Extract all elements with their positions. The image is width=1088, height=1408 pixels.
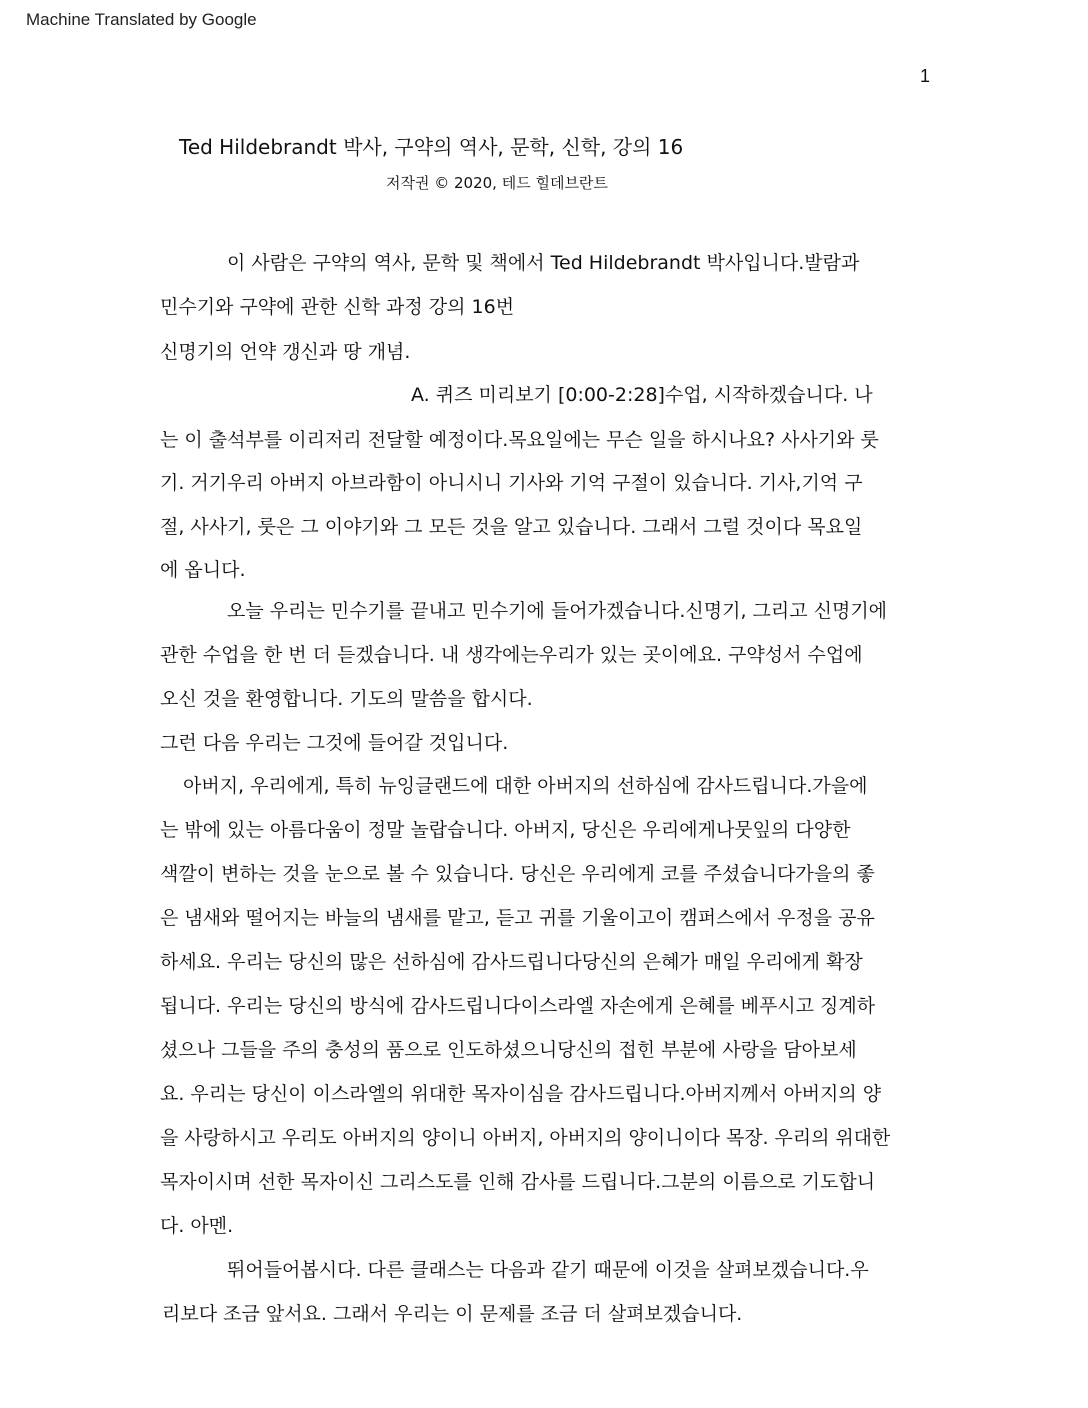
body-line: 오신 것을 환영합니다. 기도의 말씀을 합시다. xyxy=(160,688,533,710)
body-line: 은 냄새와 떨어지는 바늘의 냄새를 맡고, 듣고 귀를 기울이고이 캠퍼스에서 우정을 공유 xyxy=(160,907,875,929)
body-line: 뛰어들어봅시다. 다른 클래스는 다음과 같기 때문에 이것을 살펴보겠습니다.우 xyxy=(227,1259,869,1281)
copyright-line: 저작권 © 2020, 테드 힐데브란트 xyxy=(386,174,608,192)
body-line: 아버지, 우리에게, 특히 뉴잉글랜드에 대한 아버지의 선하심에 감사드립니다.가을에 xyxy=(183,775,868,797)
page-number: 1 xyxy=(919,66,930,86)
body-line: 는 이 출석부를 이리저리 전달할 예정이다.목요일에는 무슨 일을 하시나요? 사사기와 룻 xyxy=(160,429,879,451)
body-line: 목자이시며 선한 목자이신 그리스도를 인해 감사를 드립니다.그분의 이름으로 기도합니 xyxy=(160,1171,876,1193)
body-line: 오늘 우리는 민수기를 끝내고 민수기에 들어가겠습니다.신명기, 그리고 신명기에 xyxy=(227,600,888,622)
body-line: 민수기와 구약에 관한 신학 과정 강의 16번 xyxy=(160,296,515,318)
body-line: 그런 다음 우리는 그것에 들어갈 것입니다. xyxy=(160,732,509,754)
body-line: 다. 아멘. xyxy=(160,1215,234,1237)
body-line: 는 밖에 있는 아름다움이 정말 놀랍습니다. 아버지, 당신은 우리에게나뭇잎의 다양한 xyxy=(160,819,851,841)
body-line: 을 사랑하시고 우리도 아버지의 양이니 아버지, 아버지의 양이니이다 목장. 우리의 위대한 xyxy=(160,1127,891,1149)
body-line: 에 옵니다. xyxy=(160,559,246,581)
body-line: 됩니다. 우리는 당신의 방식에 감사드립니다이스라엘 자손에게 은혜를 베푸시고 징계하 xyxy=(160,995,876,1017)
body-line: 관한 수업을 한 번 더 듣겠습니다. 내 생각에는우리가 있는 곳이에요. 구약성서 수업에 xyxy=(160,644,863,666)
body-line: 절, 사사기, 룻은 그 이야기와 그 모든 것을 알고 있습니다. 그래서 그럴 것이다 목요일 xyxy=(160,516,863,538)
body-line: 리보다 조금 앞서요. 그래서 우리는 이 문제를 조금 더 살펴보겠습니다. xyxy=(162,1303,743,1325)
body-line: 신명기의 언약 갱신과 땅 개념. xyxy=(160,341,411,363)
body-line: A. 퀴즈 미리보기 [0:00-2:28]수업, 시작하겠습니다. 나 xyxy=(411,384,873,406)
body-line: 하세요. 우리는 당신의 많은 선하심에 감사드립니다당신의 은혜가 매일 우리에게 확장 xyxy=(160,951,863,973)
body-line: 요. 우리는 당신이 이스라엘의 위대한 목자이심을 감사드립니다.아버지께서 아버지의 양 xyxy=(160,1083,882,1105)
body-line: 기. 거기우리 아버지 아브라함이 아니시니 기사와 기억 구절이 있습니다. 기사,기억 구 xyxy=(160,472,863,494)
machine-translation-watermark: Machine Translated by Google xyxy=(26,10,257,29)
document-title: Ted Hildebrandt 박사, 구약의 역사, 문학, 신학, 강의 16 xyxy=(179,135,684,159)
body-line: 색깔이 변하는 것을 눈으로 볼 수 있습니다. 당신은 우리에게 코를 주셨습니다가을의 좋 xyxy=(160,863,875,885)
body-line: 이 사람은 구약의 역사, 문학 및 책에서 Ted Hildebrandt 박사입니다.발람과 xyxy=(227,252,860,274)
body-line: 셨으나 그들을 주의 충성의 품으로 인도하셨으니당신의 접힌 부분에 사랑을 담아보세 xyxy=(160,1039,857,1061)
